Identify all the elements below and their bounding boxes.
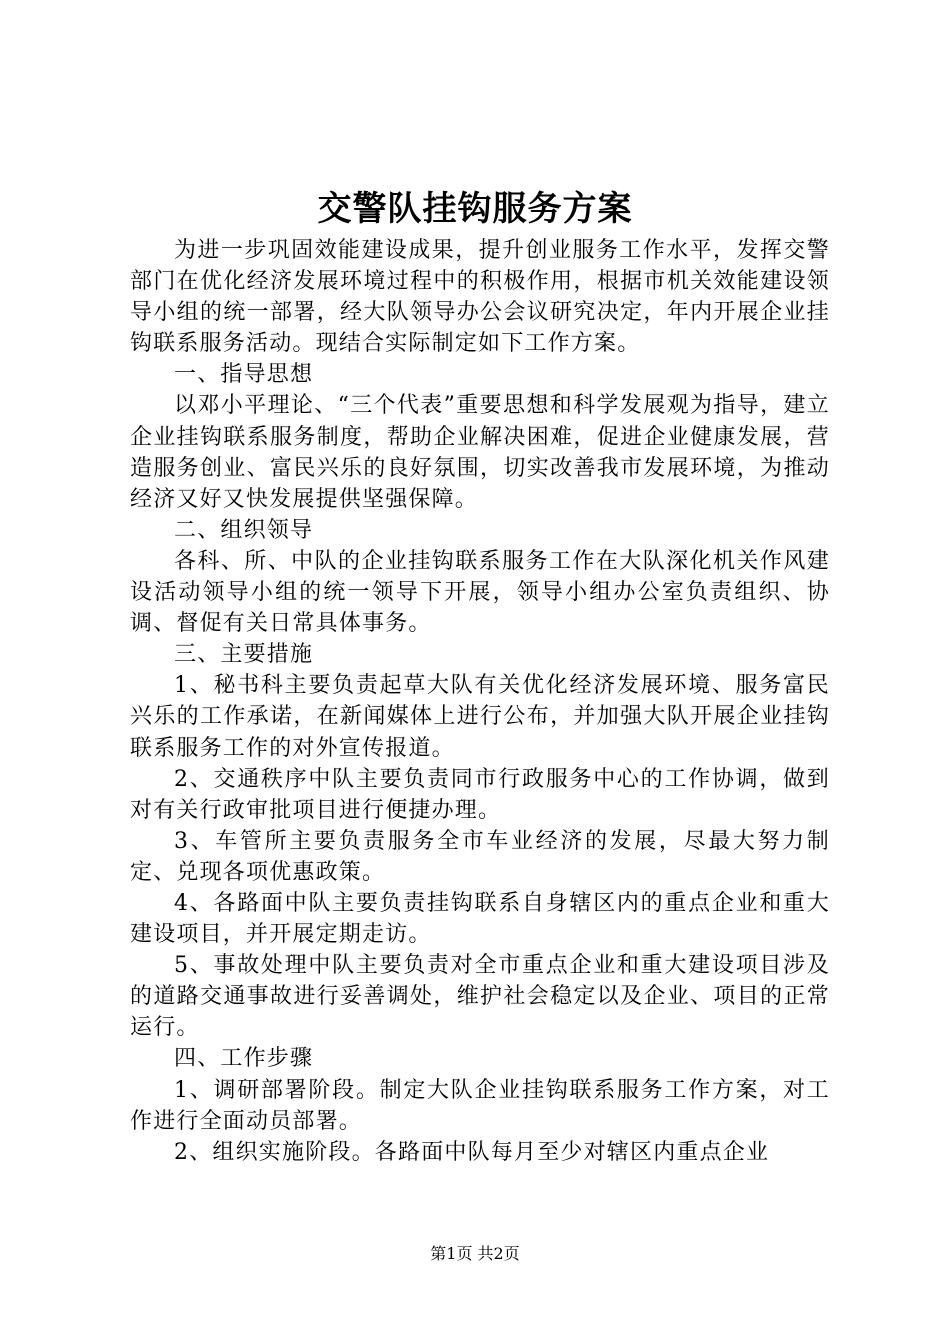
paragraph-measure-3: 3、车管所主要负责服务全市车业经济的发展，尽最大努力制定、兑现各项优惠政策。 bbox=[130, 828, 830, 885]
paragraph-step-1: 1、调研部署阶段。制定大队企业挂钩联系服务工作方案，对工作进行全面动员部署。 bbox=[130, 1077, 830, 1134]
paragraph-measure-4: 4、各路面中队主要负责挂钩联系自身辖区内的重点企业和重大建设项目，并开展定期走访。 bbox=[130, 890, 830, 948]
section-heading-organization: 二、组织领导 bbox=[174, 517, 314, 543]
paragraph-intro: 为进一步巩固效能建设成果，提升创业服务工作水平，发挥交警部门在优化经济发展环境过程中的积极作用，根据市机关效能建设领导小组的统一部署，经大队领导办公会议研究决定，年内开展企业挂钩联系服务活动。现结合实际制定如下工作方案。 bbox=[130, 238, 830, 357]
paragraph-measure-1: 1、秘书科主要负责起草大队有关优化经济发展环境、服务富民兴乐的工作承诺，在新闻媒体上进行公布，并加强大队开展企业挂钩联系服务工作的对外宣传报道。 bbox=[130, 673, 830, 761]
section-heading-steps: 四、工作步骤 bbox=[174, 1046, 314, 1072]
paragraph-organization: 各科、所、中队的企业挂钩联系服务工作在大队深化机关作风建设活动领导小组的统一领导下开展，领导小组办公室负责组织、协调、督促有关日常具体事务。 bbox=[130, 548, 830, 637]
paragraph-step-2: 2、组织实施阶段。各路面中队每月至少对辖区内重点企业 bbox=[174, 1139, 770, 1165]
document-body bbox=[130, 235, 830, 1168]
section-heading-guiding-thought: 一、指导思想 bbox=[174, 362, 314, 388]
paragraph-measure-2: 2、交通秩序中队主要负责同市行政服务中心的工作协调，做到对有关行政审批项目进行便捷办理。 bbox=[130, 766, 830, 823]
page-number-footer: 第1页 共2页 bbox=[430, 1244, 520, 1263]
section-heading-measures: 三、主要措施 bbox=[174, 642, 314, 668]
paragraph-guiding-thought: 以邓小平理论、“三个代表”重要思想和科学发展观为指导，建立企业挂钩联系服务制度，帮助企业解决困难，促进企业健康发展，营造服务创业、富民兴乐的良好氛围，切实改善我市发展环境，为推动经济又好又快发展提供坚强保障。 bbox=[130, 393, 830, 512]
document-title: 交警队挂钩服务方案 bbox=[317, 189, 633, 229]
paragraph-measure-5: 5、事故处理中队主要负责对全市重点企业和重大建设项目涉及的道路交通事故进行妥善调处，维护社会稳定以及企业、项目的正常运行。 bbox=[130, 953, 830, 1041]
